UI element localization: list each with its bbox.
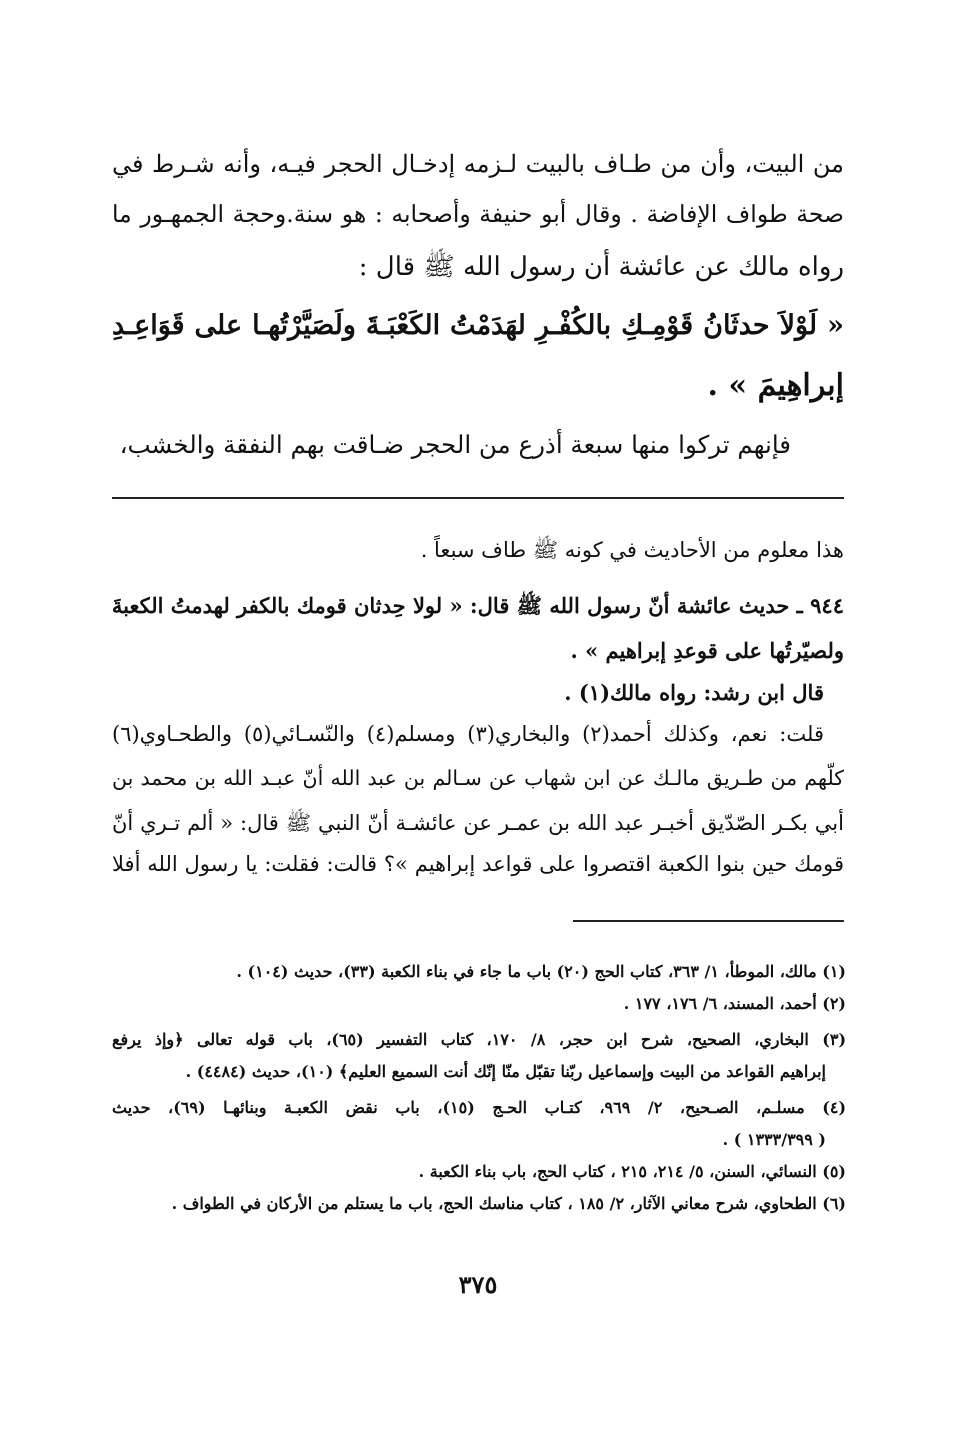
footnote-4-continued: ( ١٣٣٣/٣٩٩ ) . bbox=[722, 1130, 826, 1149]
footnote-3: (٣) البخاري، الصحيح، شرح ابن حجر، ٨/ ١٧٠، كتاب التفسير (٦٥)، باب قوله تعالى ﴿وإذ يرفع bbox=[112, 1030, 847, 1049]
commentary-line-8: قومك حين بنوا الكعبة اقتصروا على قواعد إبراهيم »؟ قالت: فقلت: يا رسول الله أفلا bbox=[112, 852, 844, 876]
commentary-line-6: كلّهم من طـريق مالـك عن ابن شهاب عن سـالم بن عبد الله أنّ عبـد الله بن محمد بن bbox=[112, 766, 844, 790]
footnote-3-continued: إبراهيم القواعد من البيت وإسماعيل ربّنا تقبّل منّا إنّك أنت السميع العليم﴾ (١٠)، حديث (٤٤٨٤) . bbox=[185, 1062, 826, 1081]
footnote-separator-rule bbox=[573, 920, 844, 922]
footnote-1: (١) مالك، الموطأ، ١/ ٣٦٣، كتاب الحج (٢٠) باب ما جاء في بناء الكعبة (٣٣)، حديث (١٠٤) . bbox=[236, 962, 846, 981]
main-separator-rule bbox=[112, 497, 844, 499]
footnote-4: (٤) مسلـم، الصـحيح، ٢/ ٩٦٩، كتـاب الحـج (١٥)، باب نقض الكعبـة وبنائهـا (٦٩)، حديث bbox=[112, 1098, 847, 1117]
footnote-5: (٥) النسائي، السنن، ٥/ ٢١٤، ٢١٥ ، كتاب الحج، باب بناء الكعبة . bbox=[418, 1162, 846, 1181]
hadith-heading-continued: ولصيّرتُها على قوعدِ إبراهيم » . bbox=[570, 638, 844, 663]
commentary-line-7: أبي بكـر الصّدّيق أخبـر عبد الله بن عمـر عن عائشـة أنّ النبي ﷺ قال: « ألم تـري أنّ bbox=[112, 811, 844, 835]
footnote-6: (٦) الطحاوي، شرح معاني الآثار، ٢/ ١٨٥ ، كتاب مناسك الحج، باب ما يستلم من الأركان في الطواف . bbox=[171, 1194, 846, 1213]
main-text-line-3: رواه مالك عن عائشة أن رسول الله ﷺ قال : bbox=[358, 252, 844, 282]
page-number: ٣٧٥ bbox=[458, 1270, 498, 1299]
main-text-line-4: فإنهم تركوا منها سبعة أذرع من الحجر ضـاقت بهم النفقة والخشب، bbox=[119, 430, 791, 459]
main-text-line-2: صحة طواف الإفاضة . وقال أبو حنيفة وأصحابه : هو سنة.وحجة الجمهـور ما bbox=[112, 200, 844, 228]
footnote-2: (٢) أحمد، المسند، ٦/ ١٧٦، ١٧٧ . bbox=[623, 994, 846, 1013]
commentary-line-1: هذا معلوم من الأحاديث في كونه ﷺ طاف سبعاً . bbox=[420, 538, 844, 562]
ibn-rushd-statement: قال ابن رشد: رواه مالك(١) . bbox=[564, 680, 824, 705]
hadith-heading-944: ٩٤٤ ـ حديث عائشة أنّ رسول الله ﷺ قال: « لولا حِدثان قومك بالكفر لهدمتُ الكعبةَ bbox=[111, 593, 844, 618]
hadith-quote-line-1: « لَوْلاَ حدثَانُ قَوْمِـكِ بالكُفْـرِ لهَدَمْتُ الكَعْبَـةَ ولَصَيَّرْتُهـا على قَوَاعِـدِ bbox=[112, 310, 844, 341]
hadith-quote-line-2: إبراهِيمَ » . bbox=[707, 368, 844, 403]
commentary-line-5: قلت: نعم، وكذلك أحمد(٢) والبخاري(٣) ومسلم(٤) والنّسـائي(٥) والطحـاوي(٦) bbox=[112, 722, 824, 746]
main-text-line-1: من البيت، وأن من طـاف بالبيت لـزمه إدخـال الحجر فيـه، وأنه شـرط في bbox=[112, 150, 844, 178]
